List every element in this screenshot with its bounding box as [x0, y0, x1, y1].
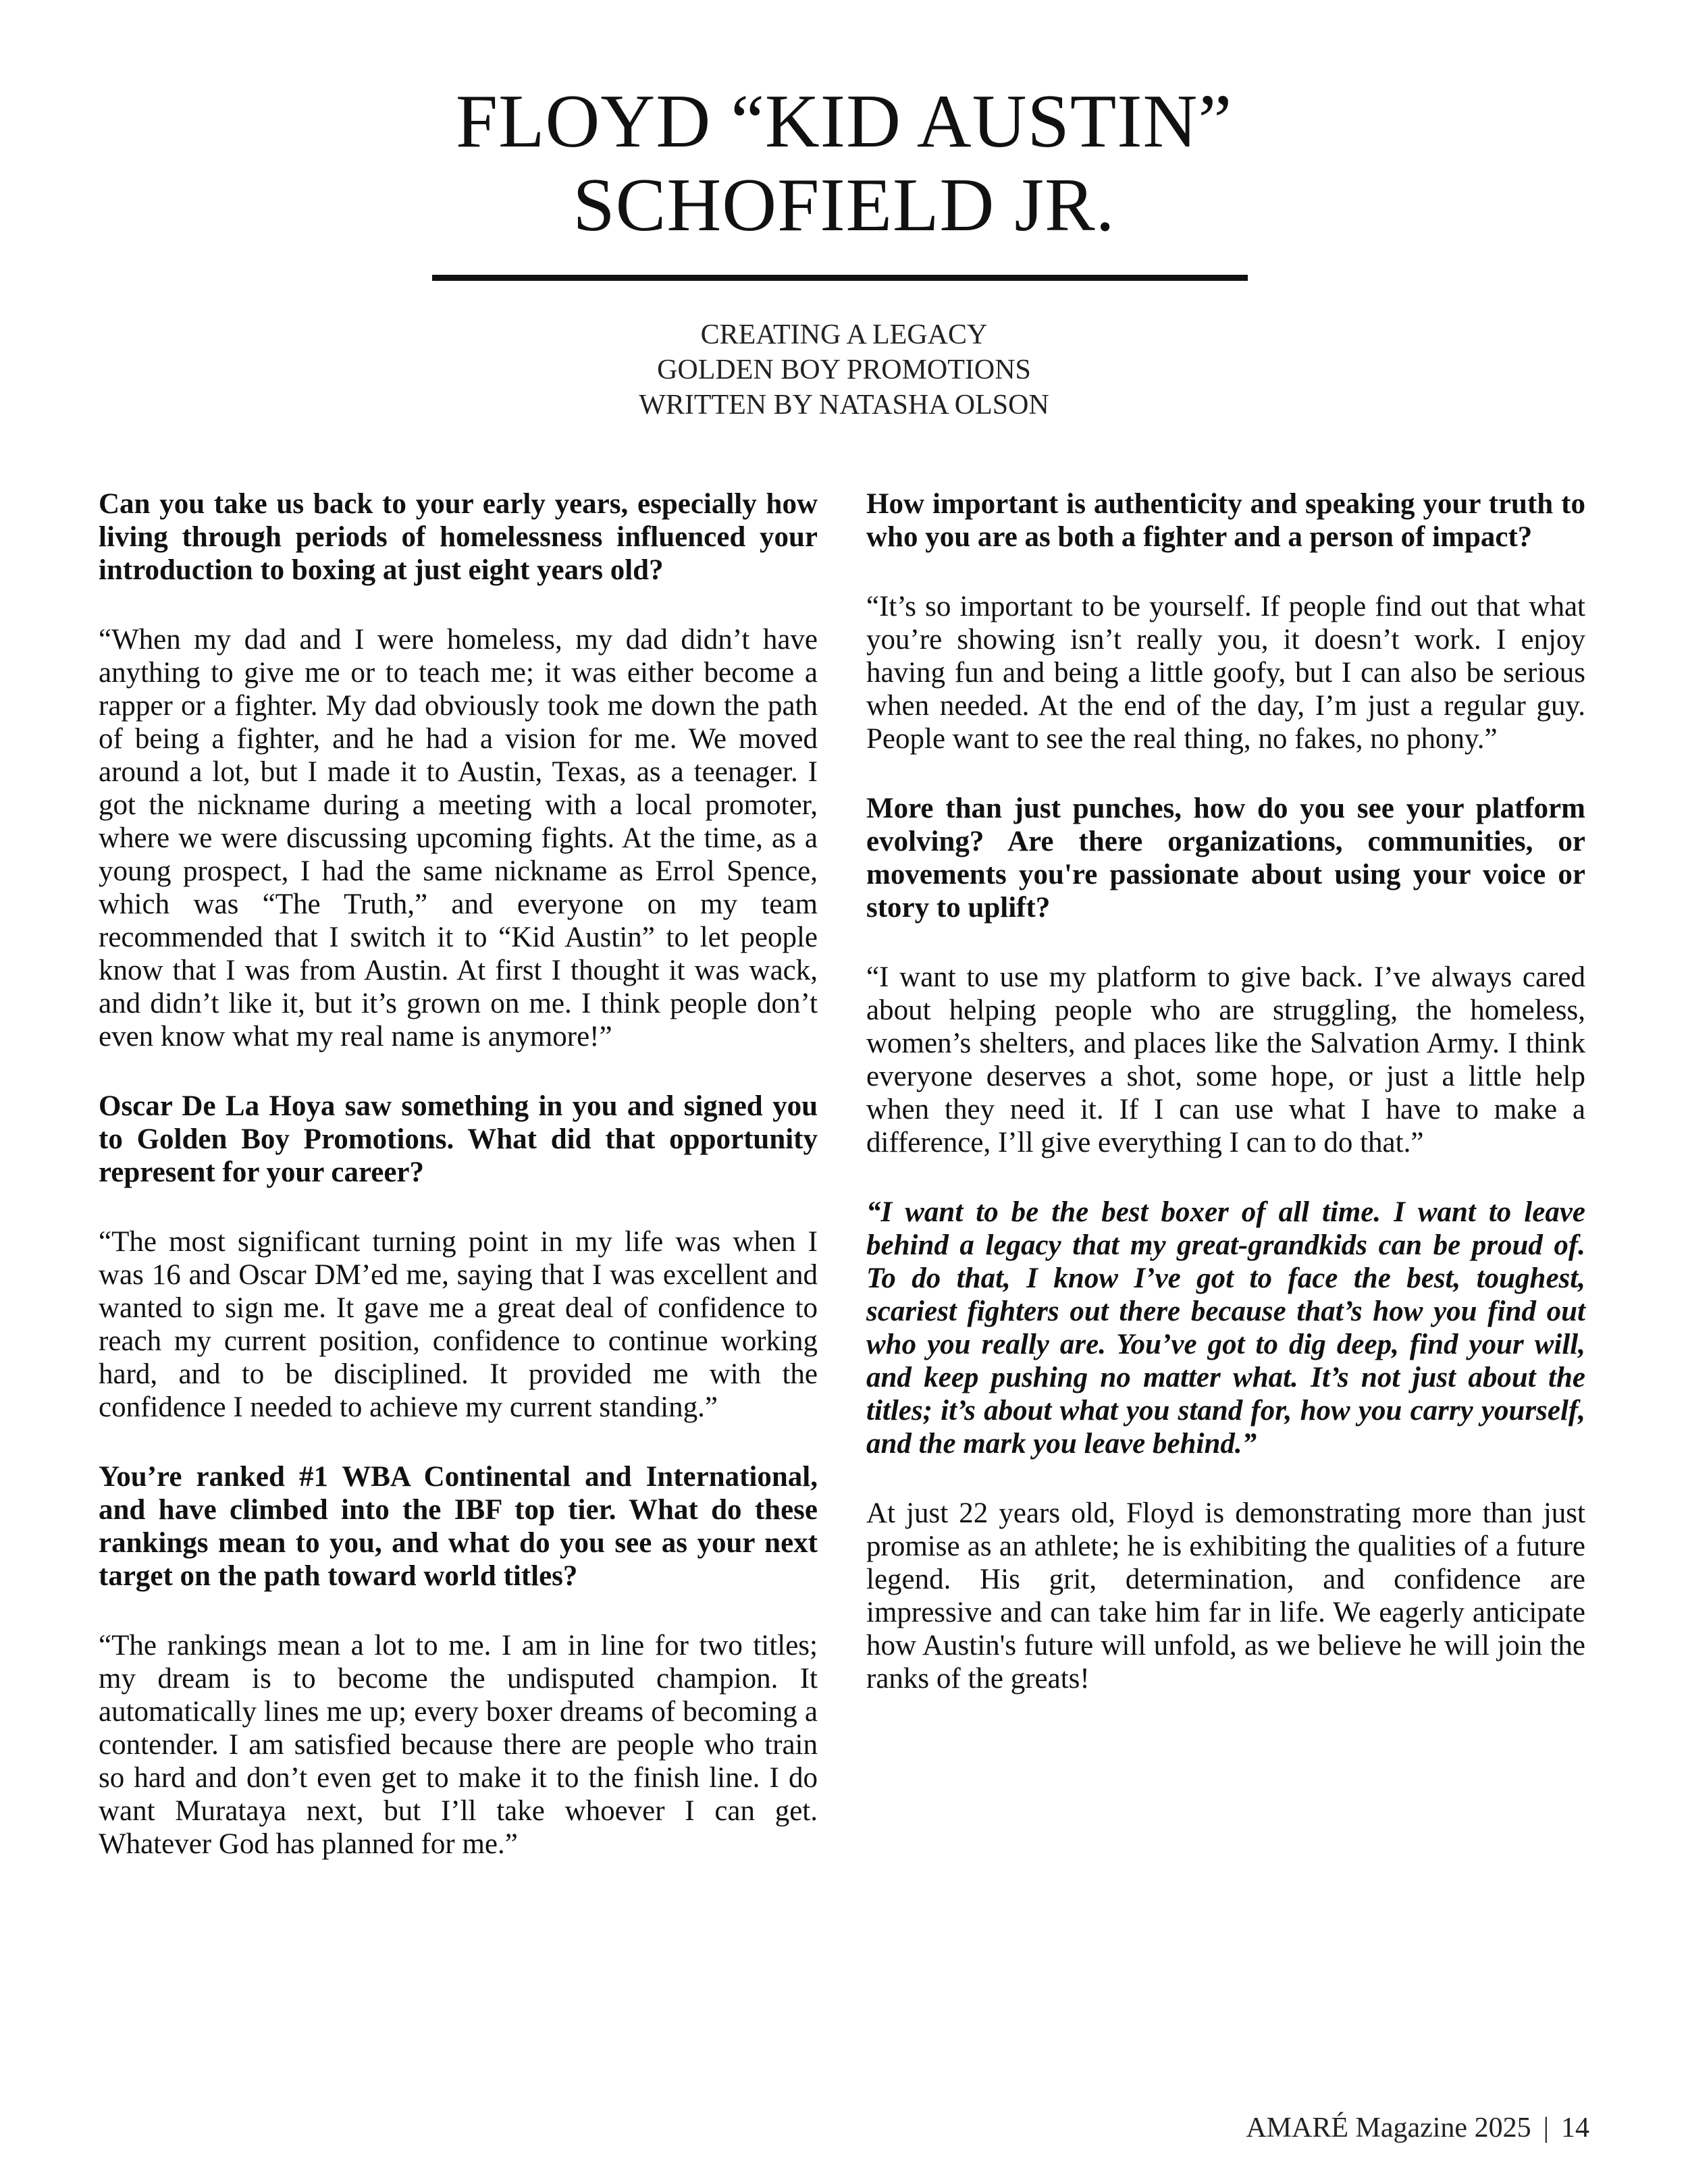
title-divider: [432, 275, 1248, 281]
page-number: 14: [1561, 2112, 1589, 2143]
page-footer: [1246, 2112, 1589, 2144]
question-platform: More than just punches, how do you see your platform evolving? Are there organizations, communities, or movements you're passionate about using your voice or story to uplift?: [866, 793, 1585, 924]
publication-name: AMARÉ Magazine 2025: [1246, 2112, 1531, 2143]
pull-quote: “I want to be the best boxer of all time. I want to leave behind a legacy that my great-grandkids can be proud of. To do that, I know I’ve got to face the best, toughest, scariest fighters out there because that’s how you find out who you really are. You’ve got to dig deep, find your will, and keep pushing no matter what. It’s not just about the titles; it’s about what you stand for, how you carry yourself, and the mark you leave behind.”: [866, 1196, 1585, 1460]
answer-platform: “I want to use my platform to give back. I’ve always cared about helping people who are struggling, the homeless, women’s shelters, and places like the Salvation Army. I think everyone deserves a shot, some hope, or just a little help when they need it. If I can use what I have to make a difference, I’ll give everything I can to do that.”: [866, 961, 1585, 1158]
footer-separator: |: [1543, 2112, 1549, 2143]
left-column: [99, 487, 818, 1897]
question-rankings: You’re ranked #1 WBA Continental and International, and have climbed into the IBF top tier. What do these rankings mean to you, and what do you see as your next target on the path toward world titles?: [99, 1461, 818, 1592]
question-golden-boy: Oscar De La Hoya saw something in you and signed you to Golden Boy Promotions. What did that opportunity represent for your career?: [99, 1090, 818, 1188]
answer-early-years: “When my dad and I were homeless, my dad didn’t have anything to give me or to teach me; it was either become a rapper or a fighter. My dad obviously took me down the path of being a fighter, and he had a vision for me. We moved around a lot, but I made it to Austin, Texas, as a teenager. I got the nickname during a meeting with a local promoter, where we were discussing upcoming fights. At the time, as a young prospect, I had the same nickname as Errol Spence, which was “The Truth,” and everyone on my team recommended that I switch it to “Kid Austin” to let people know that I was from Austin. At first I thought it was wack, and didn’t like it, but it’s grown on me. I think people don’t even know what my real name is anymore!”: [99, 624, 818, 1053]
right-column: [866, 487, 1585, 1732]
closing-paragraph: At just 22 years old, Floyd is demonstrating more than just promise as an athlete; he is exhibiting the qualities of a future legend. His grit, determination, and confidence are impressive and can take him far in life. We eagerly anticipate how Austin's future will unfold, as we believe he will join the ranks of the greats!: [866, 1497, 1585, 1695]
article-subtitles: [0, 317, 1688, 423]
question-early-years: Can you take us back to your early years, especially how living through periods of homelessness influenced your introduction to boxing at just eight years old?: [99, 488, 818, 586]
answer-rankings: “The rankings mean a lot to me. I am in line for two titles; my dream is to become the undisputed champion. It automatically lines me up; every boxer dreams of becoming a contender. I am satisfied because there are people who train so hard and don’t even get to make it to the finish line. I do want Murataya next, but I’ll take whoever I can get. Whatever God has planned for me.”: [99, 1630, 818, 1860]
subtitle-byline: WRITTEN BY NATASHA OLSON: [639, 390, 1049, 421]
title-line-2: SCHOFIELD JR.: [573, 163, 1115, 247]
title-line-1: FLOYD “KID AUSTIN”: [455, 80, 1233, 163]
article-title: [0, 80, 1688, 247]
subtitle-section: CREATING A LEGACY: [700, 319, 988, 350]
answer-golden-boy: “The most significant turning point in my life was when I was 16 and Oscar DM’ed me, saying that I was excellent and wanted to sign me. It gave me a great deal of confidence to reach my current position, confidence to continue working hard, and to be disciplined. It provided me with the confidence I needed to achieve my current standing.”: [99, 1226, 818, 1423]
question-authenticity: How important is authenticity and speaking your truth to who you are as both a fighter and a person of impact?: [866, 488, 1585, 553]
subtitle-organization: GOLDEN BOY PROMOTIONS: [657, 354, 1031, 385]
answer-authenticity: “It’s so important to be yourself. If people find out that what you’re showing isn’t really you, it doesn’t work. I enjoy having fun and being a little goofy, but I can also be serious when needed. At the end of the day, I’m just a regular guy. People want to see the real thing, no fakes, no phony.”: [866, 591, 1585, 755]
